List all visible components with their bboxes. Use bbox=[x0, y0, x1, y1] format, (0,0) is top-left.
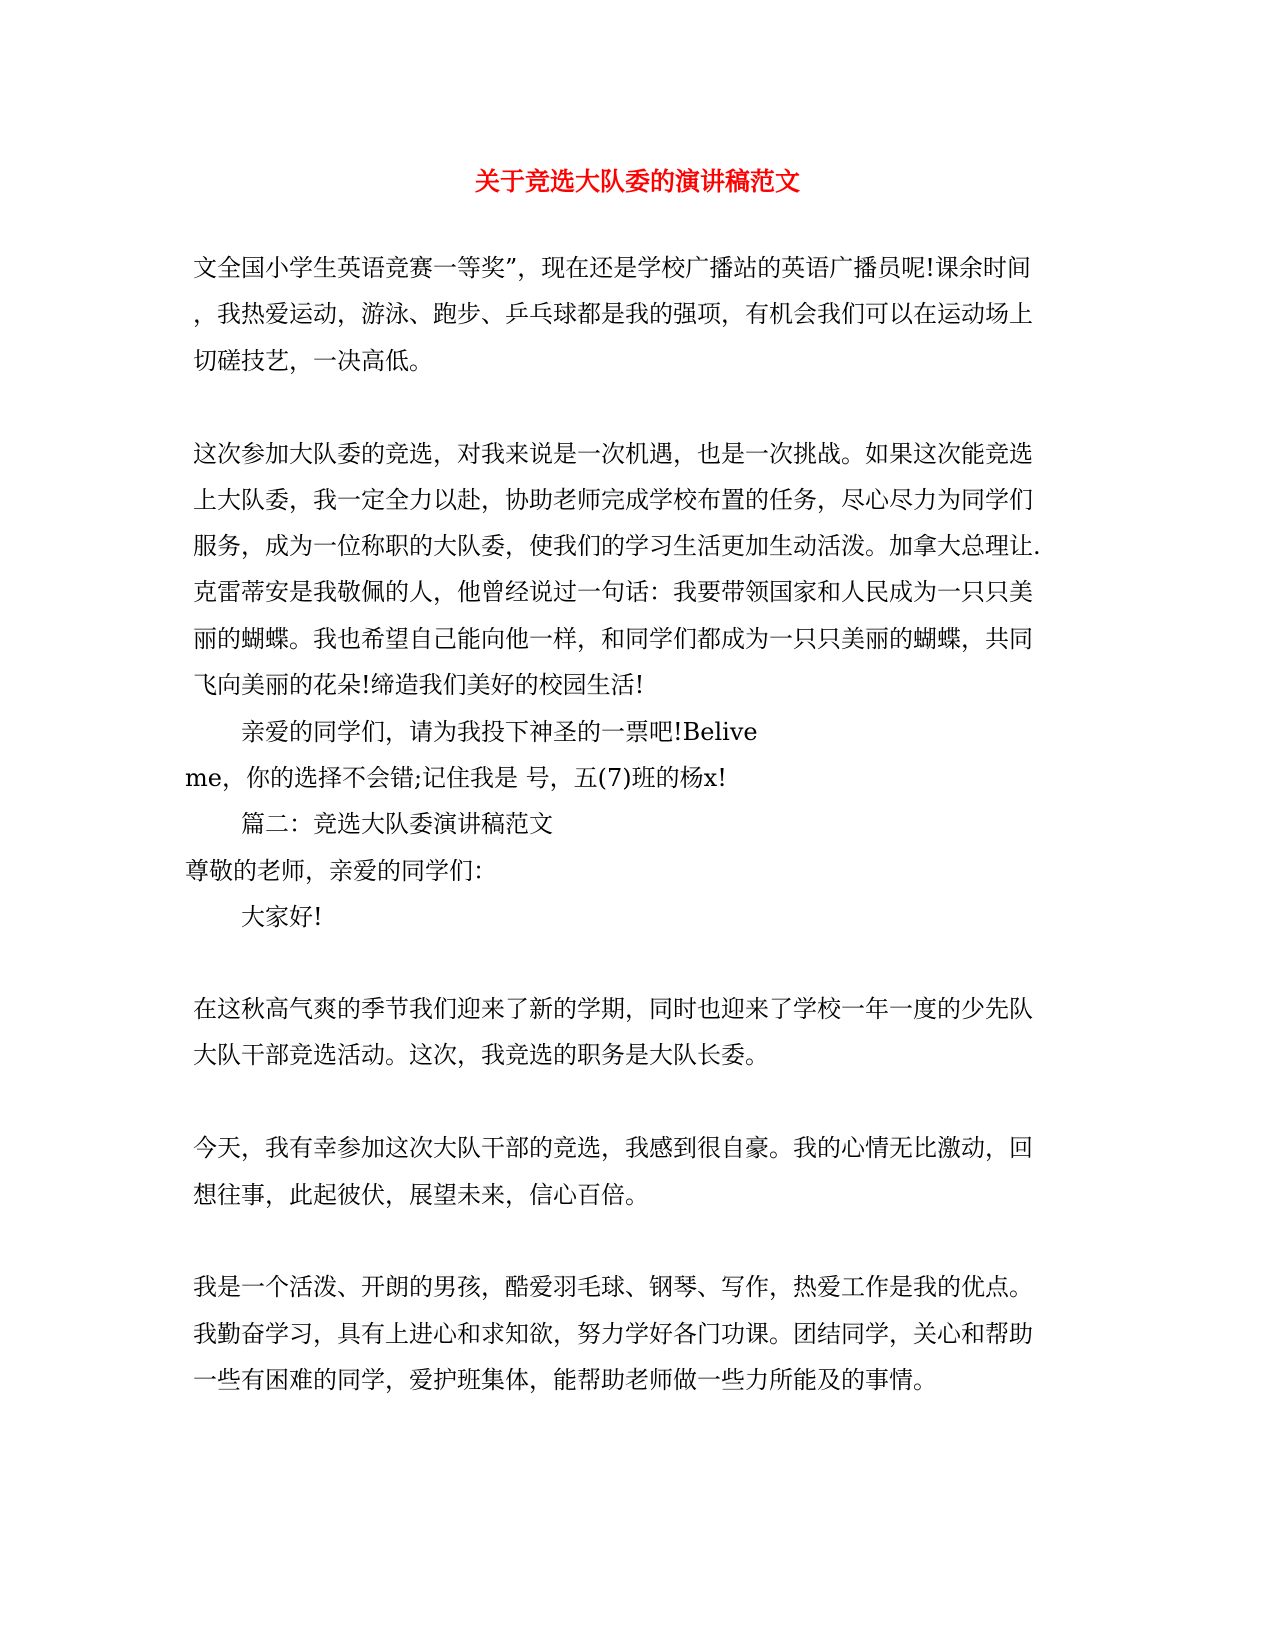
paragraph-line: 文全国小学生英语竞赛一等奖”，现在还是学校广播站的英语广播员呢!课余时间 bbox=[193, 254, 1031, 282]
paragraph-line: 飞向美丽的花朵!缔造我们美好的校园生活! bbox=[193, 671, 645, 699]
salutation: 尊敬的老师，亲爱的同学们： bbox=[185, 857, 497, 885]
greeting: 大家好! bbox=[241, 903, 323, 931]
paragraph-line: 切磋技艺，一决高低。 bbox=[193, 347, 433, 375]
paragraph-line: 丽的蝴蝶。我也希望自己能向他一样，和同学们都成为一只只美丽的蝴蝶，共同 bbox=[193, 625, 1033, 653]
paragraph-line: ，我热爱运动，游泳、跑步、乒乓球都是我的强项，有机会我们可以在运动场上 bbox=[193, 300, 1033, 328]
document-title: 关于竞选大队委的演讲稿范文 bbox=[474, 167, 800, 196]
paragraph-line: 亲爱的同学们，请为我投下神圣的一票吧!Belive bbox=[241, 718, 758, 746]
paragraph-line: 我勤奋学习，具有上进心和求知欲，努力学好各门功课。团结同学，关心和帮助 bbox=[193, 1320, 1033, 1348]
paragraph-line: 想往事，此起彼伏，展望未来，信心百倍。 bbox=[193, 1181, 649, 1209]
paragraph-line: 克雷蒂安是我敬佩的人，他曾经说过一句话：我要带领国家和人民成为一只只美 bbox=[193, 578, 1033, 606]
paragraph-line: 服务，成为一位称职的大队委，使我们的学习生活更加生动活泼。加拿大总理让. bbox=[193, 532, 1041, 560]
paragraph-line: 上大队委，我一定全力以赴，协助老师完成学校布置的任务，尽心尽力为同学们 bbox=[193, 486, 1033, 514]
paragraph-line: 今天，我有幸参加这次大队干部的竞选，我感到很自豪。我的心情无比激动，回 bbox=[193, 1134, 1033, 1162]
paragraph-line: 我是一个活泼、开朗的男孩，酷爱羽毛球、钢琴、写作，热爱工作是我的优点。 bbox=[193, 1273, 1033, 1301]
section-heading: 篇二：竞选大队委演讲稿范文 bbox=[241, 810, 553, 838]
paragraph-line: 这次参加大队委的竞选，对我来说是一次机遇，也是一次挑战。如果这次能竞选 bbox=[193, 440, 1033, 468]
paragraph-line: me，你的选择不会错;记住我是 号，五(7)班的杨x! bbox=[185, 764, 727, 792]
paragraph-line: 一些有困难的同学，爱护班集体，能帮助老师做一些力所能及的事情。 bbox=[193, 1366, 937, 1394]
paragraph-line: 大队干部竞选活动。这次，我竞选的职务是大队长委。 bbox=[193, 1041, 769, 1069]
paragraph-line: 在这秋高气爽的季节我们迎来了新的学期，同时也迎来了学校一年一度的少先队 bbox=[193, 995, 1033, 1023]
